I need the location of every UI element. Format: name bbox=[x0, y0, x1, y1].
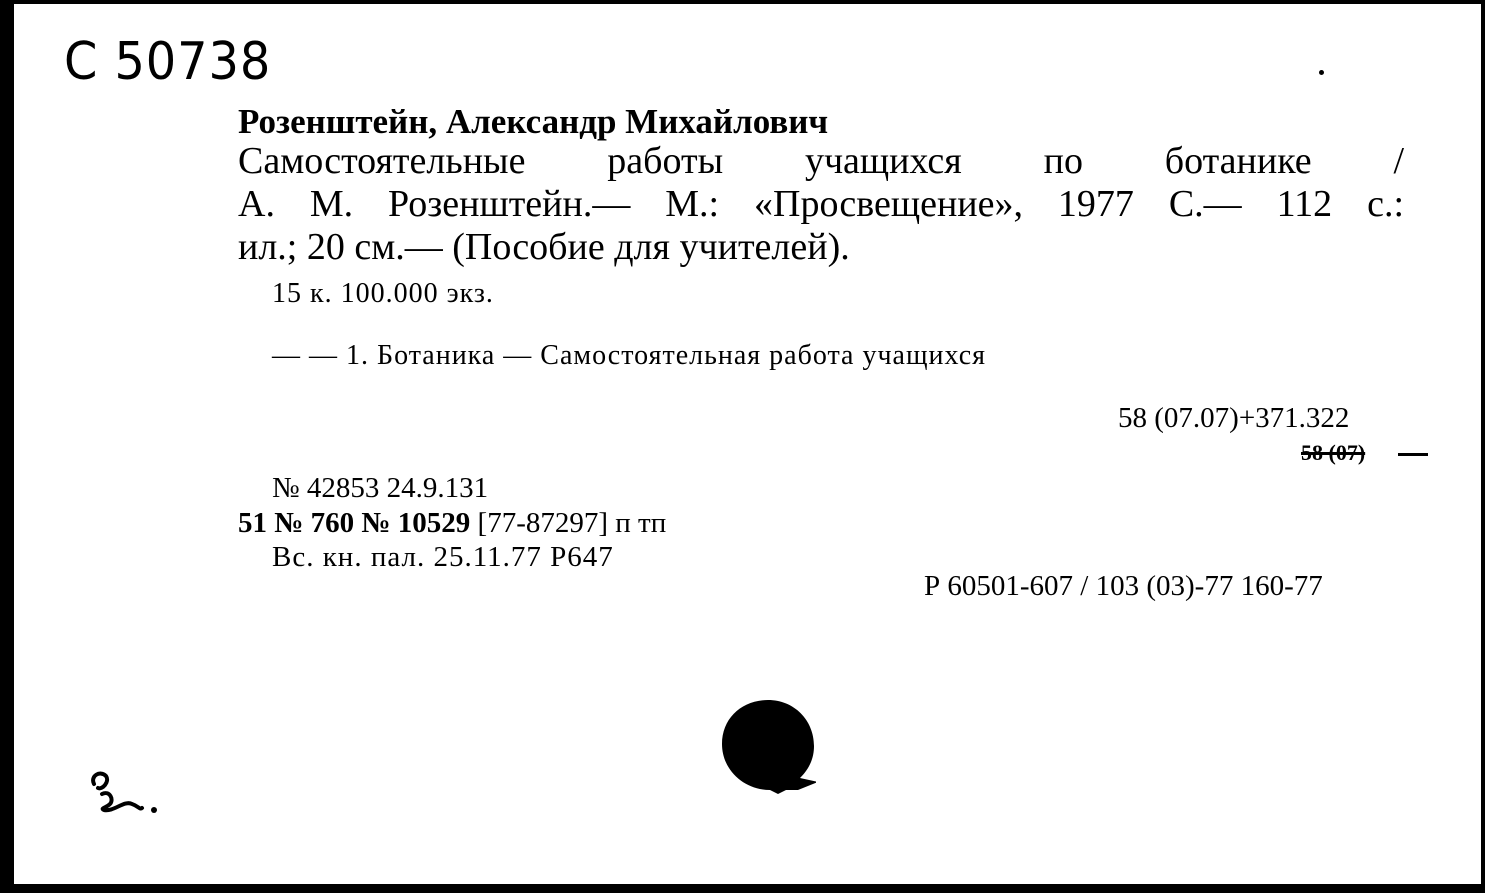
description-line: А. М. Розенштейн.— М.: «Просвещение», 1977 С.— 112 с.: bbox=[238, 183, 1404, 225]
handwritten-mark bbox=[80, 764, 180, 824]
description-line: Самостоятельные работы учащихся по ботанике / bbox=[238, 140, 1404, 182]
registration-line-2 bbox=[238, 507, 666, 540]
catalog-index: Р 60501-607 / 103 (03)-77 160-77 bbox=[924, 570, 1323, 602]
description-line: ил.; 20 см.— (Пособие для учителей). bbox=[238, 226, 850, 268]
book-chamber-line: Вс. кн. пал. 25.11.77 Р647 bbox=[272, 541, 614, 573]
punch-hole bbox=[720, 698, 816, 806]
call-number: С 50738 bbox=[64, 32, 272, 92]
udc-code-struck: 58 (07) bbox=[1301, 440, 1366, 465]
udc-code: 58 (07.07)+371.322 bbox=[1118, 402, 1350, 434]
registration-prefix: 51 № 760 № 10529 bbox=[238, 507, 471, 539]
bibliographic-description bbox=[238, 140, 1404, 269]
subject-heading: — — 1. Ботаника — Самостоятельная работа учащихся bbox=[272, 340, 987, 371]
author-heading: Розенштейн, Александр Михайлович bbox=[238, 102, 829, 141]
registration-rest: [77-87297] п тп bbox=[470, 507, 667, 539]
ink-dot bbox=[1319, 70, 1324, 75]
strike-mark bbox=[1398, 453, 1428, 456]
catalog-card bbox=[14, 4, 1481, 884]
price-print-run: 15 к. 100.000 экз. bbox=[272, 278, 494, 309]
registration-line-1: № 42853 24.9.131 bbox=[272, 472, 489, 504]
